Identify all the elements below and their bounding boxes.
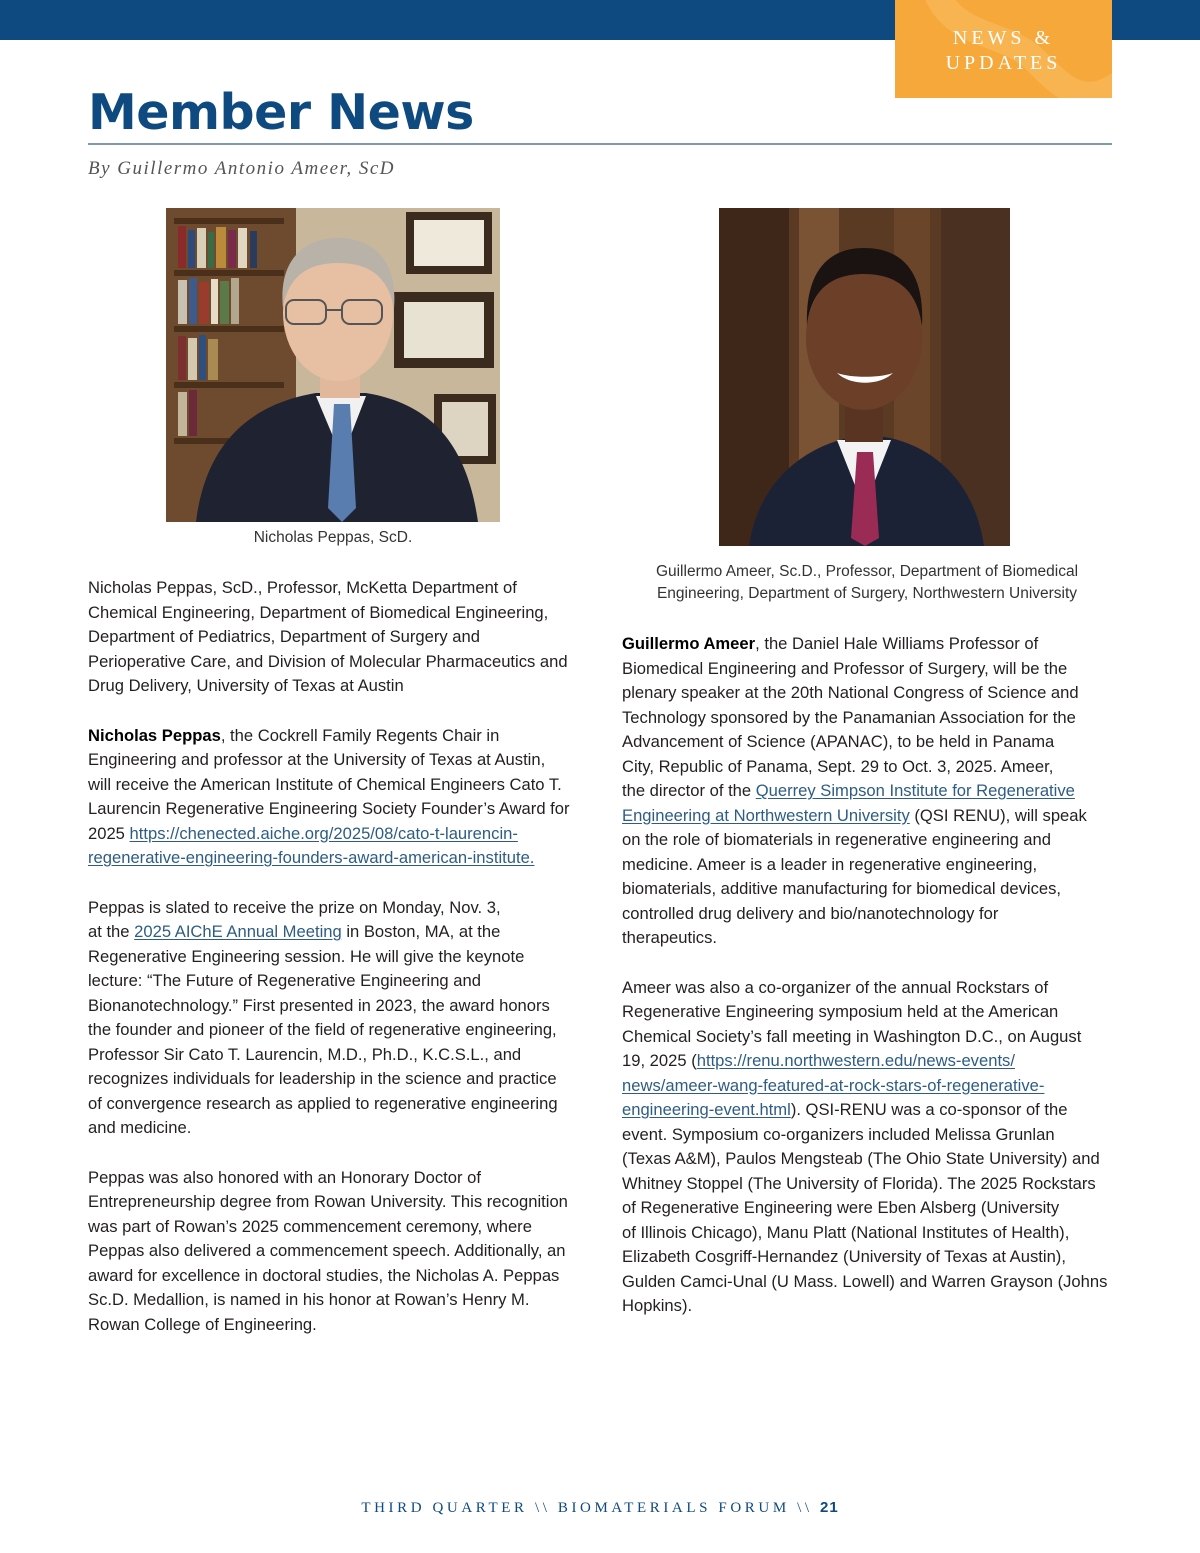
peppas-prize-paragraph: Peppas is slated to receive the prize on Monday, Nov. 3, at the 2025 AIChE Annual Meeting in Boston, MA, at the Regenerative Engineering session. He will give the keynote lecture: “The Future of Regenerative Engineering and Bionanotechnology.” First presented in 2023, the award honors the founder and pioneer of the field of regenerative engineering, Professor Sir Cato T. Laurencin, M.D., Ph.D., K.C.S.L., and recognizes individuals for leadership in the science and practice of convergence research as applied to regenerative engineering and medicine. — [88, 897, 558, 1137]
portrait-photo-peppas — [166, 208, 500, 522]
renu-news-link[interactable]: https://renu.northwestern.edu/news-events/ — [696, 1051, 1015, 1070]
page-footer — [0, 1499, 1200, 1517]
byline: By Guillermo Antonio Ameer, ScD — [88, 158, 396, 179]
peppas-honorary-paragraph: Peppas was also honored with an Honorary Doctor of Entrepreneurship degree from Rowan University. This recognition was part of Rowan’s 2025 commencement ceremony, where Peppas also delivered a commencement speech. Additionally, an award for excellence in doctoral studies, the Nicholas A. Peppas Sc.D. Medallion, is named in his honor at Rowan’s Henry M. Rowan College of Engineering. — [88, 1167, 568, 1334]
footer-publication: THIRD QUARTER \\ BIOMATERIALS FORUM \\ — [361, 1500, 820, 1516]
aiche-annual-meeting-link[interactable]: 2025 AIChE Annual Meeting — [134, 922, 342, 941]
renu-news-link-end[interactable]: engineering-event.html — [622, 1100, 791, 1119]
aiche-award-link[interactable]: https://chenected.aiche.org/2025/08/cato-t-laurencin- — [129, 823, 518, 843]
qsi-renu-link-continued[interactable]: Engineering at Northwestern University — [622, 805, 910, 825]
page-title: Member News — [88, 84, 474, 141]
title-divider — [88, 143, 1112, 145]
peppas-award-paragraph: Nicholas Peppas, the Cockrell Family Regents Chair in Engineering and professor at the University of Texas at Austin, will receive the American Institute of Chemical Engineers Cato T. Laurencin Regenerative Engineering Society Founder’s Award for 2025 https://chenected.aiche.org/2025/08/cato-t-laurencin- regenerative-engineering-founders-award-american-institute. — [88, 725, 570, 867]
section-tab — [895, 0, 1112, 98]
photo-caption-ameer: Guillermo Ameer, Sc.D., Professor, Department of Biomedical Engineering, Department of Surgery, Northwestern University — [655, 563, 1079, 602]
peppas-name: Nicholas Peppas — [88, 725, 221, 745]
ameer-rockstars-paragraph: Ameer was also a co-organizer of the annual Rockstars of Regenerative Engineering symposium held at the American Chemical Society’s fall meeting in Washington D.C., on August 19, 2025 (https://renu.northwestern.edu/news-events/ news/ameer-wang-featured-at-rock-stars-of-regenerative- engineering-event.html). QSI-RENU was a co-sponsor of the event. Symposium co-organizers included Melissa Grunlan (Texas A&M), Paulos Mengsteab (The Ohio State University) and Whitney Stoppel (The University of Florida). The 2025 Rockstars of Regenerative Engineering were Eben Alsberg (University of Illinois Chicago), Manu Platt (National Institutes of Health), Elizabeth Cosgriff-Hernandez (University of Texas at Austin), Gulden Camci-Unal (U Mass. Lowell) and Warren Grayson (Johns Hopkins). — [622, 977, 1108, 1315]
left-column — [88, 576, 583, 1362]
qsi-renu-link[interactable]: Querrey Simpson Institute for Regenerative — [755, 781, 1075, 800]
renu-news-link-continued[interactable]: news/ameer-wang-featured-at-rock-stars-of-regenerative- — [622, 1075, 1045, 1095]
peppas-affiliation-paragraph: Nicholas Peppas, ScD., Professor, McKetta Department of Chemical Engineering, Department of Biomedical Engineering, Department of Pediatrics, Department of Surgery and Perioperative Care, and Division of Molecular Pharmaceutics and Drug Delivery, University of Texas at Austin — [88, 578, 568, 695]
aiche-award-link-continued[interactable]: regenerative-engineering-founders-award-american-institute. — [88, 848, 535, 867]
ameer-name: Guillermo Ameer — [622, 634, 756, 653]
page-number: 21 — [820, 1499, 839, 1516]
photo-caption-peppas: Nicholas Peppas, ScD. — [253, 529, 413, 546]
portrait-photo-ameer — [719, 208, 1010, 546]
right-column — [622, 632, 1112, 1344]
ameer-plenary-paragraph: Guillermo Ameer, the Daniel Hale Williams Professor of Biomedical Engineering and Professor of Surgery, will be the plenary speaker at the 20th National Congress of Science and Technology sponsored by the Panamanian Association for the Advancement of Science (APANAC), to be held in Panama City, Republic of Panama, Sept. 29 to Oct. 3, 2025. Ameer, the director of the Querrey Simpson Institute for Regenerative Engineering at Northwestern University (QSI RENU), will speak on the role of biomaterials in regenerative engineering and medicine. Ameer is a leader in regenerative engineering, biomaterials, additive manufacturing for biomedical devices, controlled drug delivery and bio/nanotechnology for therapeutics. — [622, 634, 1087, 947]
section-tab-label: NEWS & UPDATES — [945, 27, 1062, 74]
